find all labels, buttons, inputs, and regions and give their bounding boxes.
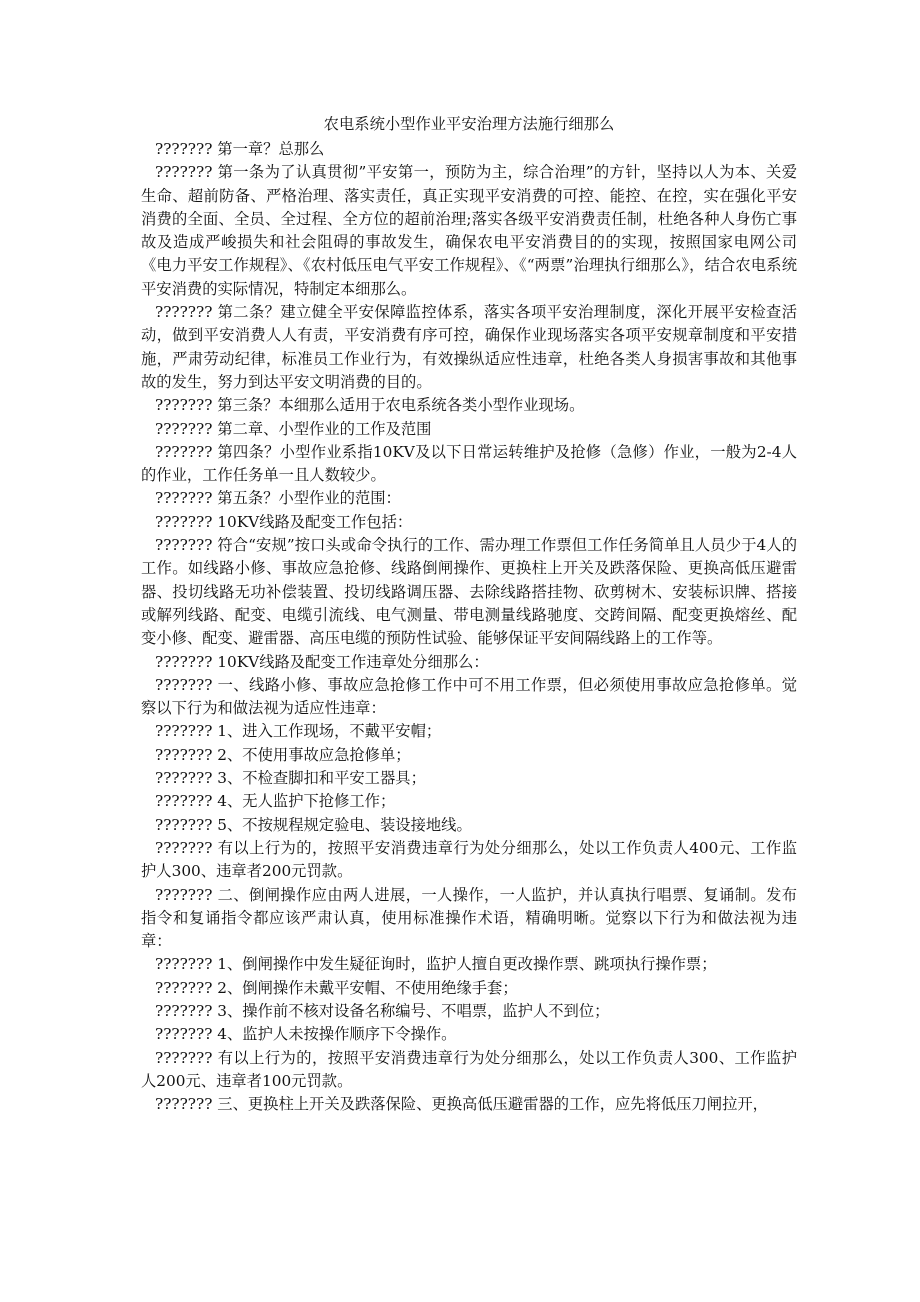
paragraph-article-2: ??????? 第二条？建立健全平安保障监控体系，落实各项平安治理制度，深化开展平安检查活动，做到平安消费人人有责，平安消费有序可控，确保作业现场落实各项平安规章制度和平安措施，严肃劳动纪律，标准员工作业行为，有效操纵适应性违章，杜绝各类人身损害事故和其他事故的发生，努力到达平安文明消费的目的。 [141, 303, 797, 391]
paragraph-chapter-1: ??????? 第一章？总那么 [155, 140, 325, 158]
paragraph-article-5: ??????? 第五条？小型作业的范围： [155, 489, 401, 508]
paragraph-scope-heading: ??????? 10KV线路及配变工作包括： [155, 512, 413, 531]
document-page [141, 112, 797, 1116]
list-item: ??????? 2、倒闸操作未戴平安帽、不使用绝缘手套； [155, 978, 518, 997]
paragraph-penalty-2: ??????? 有以上行为的，按照平安消费违章行为处分细那么，处以工作负责人300、工作监护人200元、违章者100元罚款。 [141, 1048, 797, 1090]
paragraph-article-1: ??????? 第一条为了认真贯彻”平安第一，预防为主，综合治理”的方针，坚持以人为本、关爱生命、超前防备、严格治理、落实责任，真正实现平安消费的可控、能控、在控，实在强化平安消费的全面、全员、全过程、全方位的超前治理;落实各级平安消费责任制，杜绝各种人身伤亡事故及造成严峻损失和社会阻碍的事故发生，确保农电平安消费目的的实现，按照国家电网公司《电力平安工作规程》、《农村低压电气平安工作规程》、《“两票”治理执行细那么》，结合农电系统平安消费的实际情况，特制定本细那么。 [141, 163, 797, 298]
paragraph-section-2: ??????? 二、倒闸操作应由两人进展，一人操作，一人监护，并认真执行唱票、复诵制。发布指令和复诵指令都应该严肃认真，使用标准操作术语，精确明晰。觉察以下行为和做法视为违章： [141, 885, 797, 951]
list-item: ??????? 3、不检查脚扣和平安工器具； [155, 769, 426, 788]
document-body [141, 138, 797, 1116]
paragraph-penalty-heading: ??????? 10KV线路及配变工作违章处分细那么： [155, 652, 489, 671]
paragraph-scope-detail: ??????? 符合“安规”按口头或命令执行的工作、需办理工作票但工作任务简单且人员少于4人的工作。如线路小修、事故应急抢修、线路倒闸操作、更换柱上开关及跌落保险、更换高低压避雷器、投切线路无功补偿装置、投切线路调压器、去除线路搭挂物、砍剪树木、安装标识牌、搭接或解列线路、配变、电缆引流线、电气测量、带电测量线路驰度、交跨间隔、配变更换熔丝、配变小修、配变、避雷器、高压电缆的预防性试验、能够保证平安间隔线路上的工作等。 [141, 536, 797, 648]
paragraph-section-3: ??????? 三、更换柱上开关及跌落保险、更换高低压避雷器的工作，应先将低压刀闸拉开， [155, 1095, 768, 1114]
paragraph-section-1: ??????? 一、线路小修、事故应急抢修工作中可不用工作票，但必须使用事故应急抢修单。觉察以下行为和做法视为适应性违章： [141, 675, 797, 718]
list-item: ??????? 1、倒闸操作中发生疑征询时，监护人擅自更改操作票、跳项执行操作票； [155, 955, 717, 974]
list-item: ??????? 4、监护人未按操作顺序下令操作。 [155, 1025, 457, 1044]
list-item: ??????? 4、无人监护下抢修工作； [155, 792, 396, 811]
paragraph-penalty-1: ??????? 有以上行为的，按照平安消费违章行为处分细那么，处以工作负责人400元、工作监护人300、违章者200元罚款。 [141, 838, 797, 881]
list-item: ??????? 5、不按规程规定验电、装设接地线。 [155, 815, 472, 834]
list-item: ??????? 1、进入工作现场，不戴平安帽； [155, 722, 442, 741]
document-title: 农电系统小型作业平安治理方法施行细那么 [323, 115, 615, 133]
paragraph-article-4: ??????? 第四条？小型作业系指10KV及以下日常运转维护及抢修（急修）作业，一般为2-4人的作业，工作任务单一且人数较少。 [141, 442, 797, 485]
list-item: ??????? 2、不使用事故应急抢修单； [155, 745, 411, 764]
paragraph-chapter-2: ??????? 第二章、小型作业的工作及范围 [155, 419, 432, 438]
list-item: ??????? 3、操作前不核对设备名称编号、不唱票，监护人不到位； [155, 1001, 610, 1020]
paragraph-article-3: ??????? 第三条？本细那么适用于农电系统各类小型作业现场。 [155, 396, 585, 415]
